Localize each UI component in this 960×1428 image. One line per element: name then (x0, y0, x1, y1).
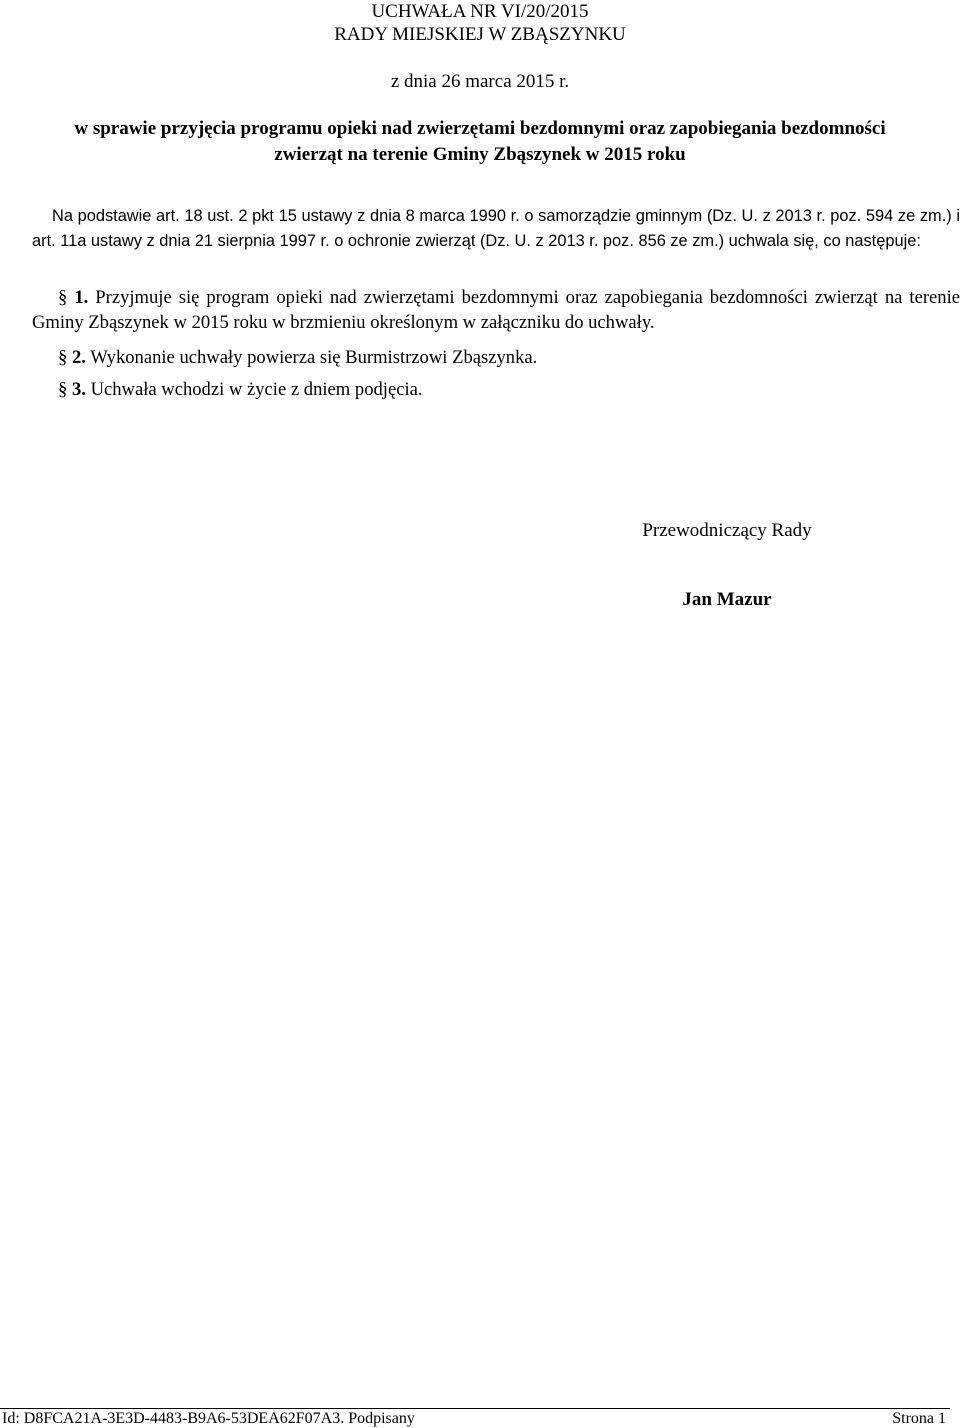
legal-basis: Na podstawie art. 18 ust. 2 pkt 15 ustawy z dnia 8 marca 1990 r. o samorządzie gminnym (Dz. U. z 2013 r. poz. 594 ze zm.) i art. 11a ustawy z dnia 21 sierpnia 1997 r. o ochronie zwierząt (Dz. U. z 2013 r. poz. 856 ze zm.) uchwala się, co następuje: (32, 207, 960, 250)
footer-page-number: Strona 1 (892, 1410, 946, 1427)
resolution-date: z dnia 26 marca 2015 r. (390, 71, 570, 92)
section-symbol: § (58, 379, 68, 400)
footer-document-id: Id: D8FCA21A-3E3D-4483-B9A6-53DEA62F07A3. Podpisany (2, 1410, 415, 1427)
section-1 (32, 285, 960, 335)
section-number: 3. (71, 379, 86, 400)
footer-divider (0, 1408, 950, 1409)
section-symbol: § (58, 287, 68, 308)
section-text: Wykonanie uchwały powierza się Burmistrzowi Zbąszynka. (90, 347, 538, 368)
section-symbol: § (58, 347, 68, 368)
resolution-number: UCHWAŁA NR VI/20/2015 (371, 1, 589, 22)
section-text: Przyjmuje się program opieki nad zwierzętami bezdomnymi oraz zapobiegania bezdomności zwierząt na terenie Gminy Zbąszynek w 2015 roku w brzmieniu określonym w załączniku do uchwały. (32, 287, 960, 333)
resolution-title (0, 0, 960, 46)
resolution-subject: w sprawie przyjęcia programu opieki nad zwierzętami bezdomnymi oraz zapobiegania bezdomności zwierząt na terenie Gminy Zbąszynek w 2015 roku (74, 118, 886, 165)
signature-name: Jan Mazur (682, 589, 772, 610)
signature-role: Przewodniczący Rady (642, 520, 812, 541)
section-text: Uchwała wchodzi w życie z dniem podjęcia. (90, 379, 423, 400)
section-number: 1. (74, 287, 89, 308)
section-3 (32, 377, 960, 402)
council-name: RADY MIEJSKIEJ W ZBĄSZYNKU (334, 24, 626, 45)
section-2 (32, 345, 960, 370)
section-number: 2. (71, 347, 86, 368)
